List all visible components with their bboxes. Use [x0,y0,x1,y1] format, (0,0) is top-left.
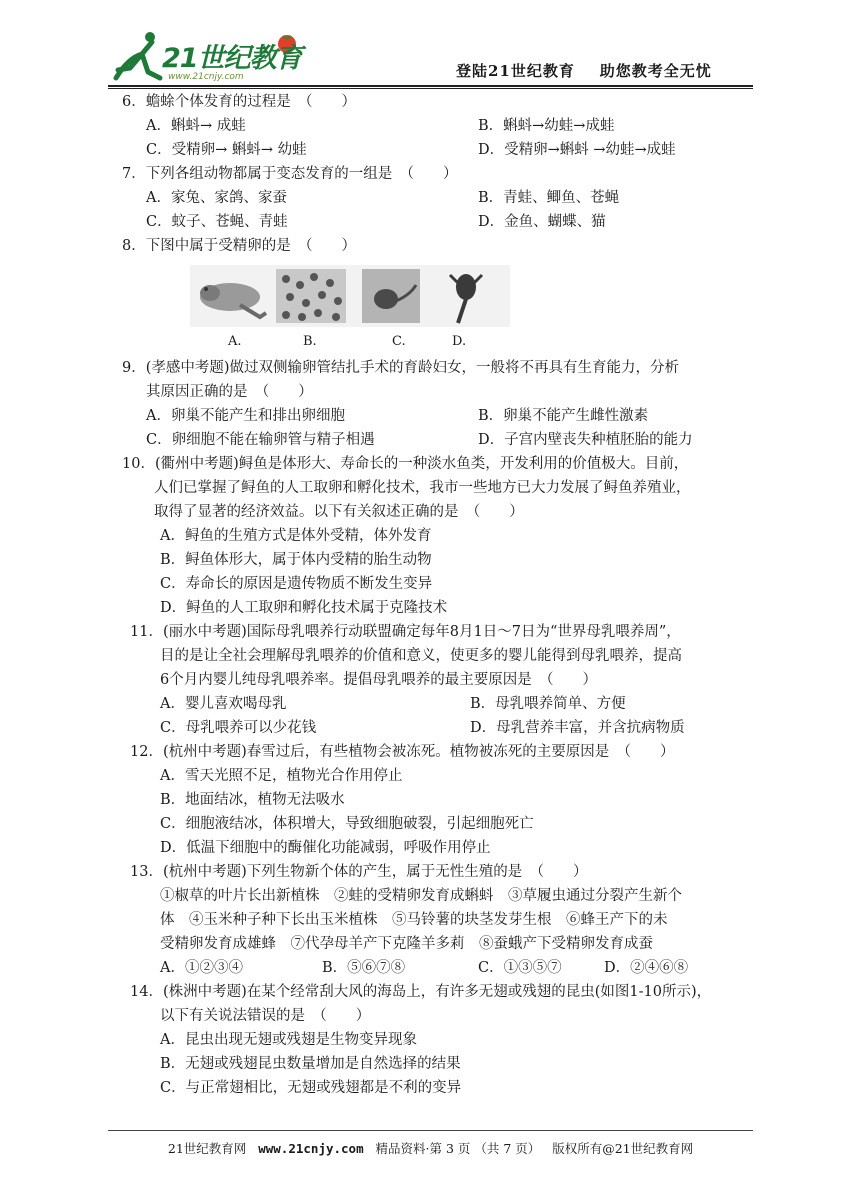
figure-images [190,265,510,327]
question-9-option-c: C．卵细胞不能在输卵管与精子相遇 [146,432,375,448]
question-11-stem-cont-1: 目的是让全社会理解母乳喂养的价值和意义，使更多的婴儿能得到母乳喂养，提高 [160,648,682,664]
question-13-items-3: 受精卵发育成雄蜂 ⑦代孕母羊产下克隆羊多莉 ⑧蚕蛾产下受精卵发育成蚕 [160,936,653,952]
question-11-option-b: B．母乳喂养简单、方便 [470,696,626,712]
question-14-stem-cont: 以下有关说法错误的是 （ ） [160,1008,371,1024]
question-10-option-a: A．鲟鱼的生殖方式是体外受精，体外发育 [160,528,432,544]
figure-caption-d: D. [452,334,467,349]
question-11-stem-cont-2: 6个月内婴儿纯母乳喂养率。提倡母乳喂养的最主要原因是 （ ） [160,672,597,688]
question-12-stem: 12．(杭州中考题)春雪过后，有些植物会被冻死。植物被冻死的主要原因是 （ ） [130,744,675,760]
page-header [0,0,860,96]
question-13-items-2: 体 ④玉米种子种下长出玉米植株 ⑤马铃薯的块茎发芽生根 ⑥蜂王产下的未 [160,912,668,928]
question-13-option-a: A．①②③④ [160,960,243,976]
question-12-option-b: B．地面结冰，植物无法吸水 [160,792,345,808]
question-6-option-a: A．蝌蚪→ 成蛙 [146,118,246,134]
logo-text: 21世纪教育 [162,43,302,74]
question-13-option-d: D．②④⑥⑧ [604,960,689,976]
question-9-option-d: D．子宫内壁丧失种植胚胎的能力 [478,432,693,448]
question-13-option-c: C．①③⑤⑦ [478,960,562,976]
site-logo[interactable] [108,28,308,90]
figure-caption-b: B. [303,334,317,349]
question-9-stem-cont: 其原因正确的是 （ ） [146,384,313,400]
question-11-stem: 11．(丽水中考题)国际母乳喂养行动联盟确定每年8月1日～7日为“世界母乳喂养周”， [130,624,681,640]
question-10-stem: 10．(衢州中考题)鲟鱼是体形大、寿命长的一种淡水鱼类，开发利用的价值极大。目前， [122,456,689,472]
question-12-option-a: A．雪天光照不足，植物光合作用停止 [160,768,403,784]
question-9-option-a: A．卵巢不能产生和排出卵细胞 [146,408,345,424]
eggs-image [276,269,346,323]
question-10-stem-cont-2: 取得了显著的经济效益。以下有关叙述正确的是 （ ） [154,504,524,520]
question-10-option-d: D．鲟鱼的人工取卵和孵化技术属于克隆技术 [160,600,448,616]
question-6-option-c: C．受精卵→ 蝌蚪→ 幼蛙 [146,142,307,158]
question-7-stem: 7．下列各组动物都属于变态发育的一组是 （ ） [122,166,458,182]
question-6-option-d: D．受精卵→蝌蚪 →幼蛙→成蛙 [478,142,676,158]
question-7-option-d: D．金鱼、蝴蝶、猫 [478,214,606,230]
footer-rule [108,1130,753,1131]
question-7-option-a: A．家兔、家鸽、家蚕 [146,190,287,206]
question-14-option-a: A．昆虫出现无翅或残翅是生物变异现象 [160,1032,417,1048]
header-slogan: 登陆21世纪教育 助您教考全无忧 [456,62,712,80]
question-11-option-c: C．母乳喂养可以少花钱 [160,720,317,736]
footer-site-name: 21世纪教育网 [167,1141,247,1156]
question-10-option-b: B．鲟鱼体形大，属于体内受精的胎生动物 [160,552,432,568]
figure-caption-a: A. [228,334,242,349]
question-9-stem: 9．(孝感中考题)做过双侧输卵管结扎手术的育龄妇女，一般将不再具有生育能力，分析 [122,360,680,376]
question-11-option-d: D．母乳营养丰富，并含抗病物质 [470,720,685,736]
runner-logo-icon [108,28,168,88]
question-10-stem-cont-1: 人们已掌握了鲟鱼的人工取卵和孵化技术，我市一些地方已大力发展了鲟鱼养殖业， [154,480,691,496]
question-13-option-b: B．⑤⑥⑦⑧ [322,960,406,976]
question-13-items-1: ①椒草的叶片长出新植株 ②蛙的受精卵发育成蝌蚪 ③草履虫通过分裂产生新个 [160,888,682,904]
question-6-option-b: B．蝌蚪→幼蛙→成蛙 [478,118,615,134]
tadpole-image [362,269,420,323]
question-7-option-c: C．蚊子、苍蝇、青蛙 [146,214,288,230]
question-8-stem: 8．下图中属于受精卵的是 （ ） [122,238,356,254]
logo-url: www.21cnjy.com [168,72,244,82]
question-9-option-b: B．卵巢不能产生雌性激素 [478,408,649,424]
question-10-option-c: C．寿命长的原因是遗传物质不断发生变异 [160,576,433,592]
footer-text [108,1139,753,1157]
footer-copyright: 版权所有@21世纪教育网 [552,1141,694,1156]
question-14-option-b: B．无翅或残翅昆虫数量增加是自然选择的结果 [160,1056,461,1072]
header-rule-thin [108,88,753,89]
question-12-option-d: D．低温下细胞中的酶催化功能减弱，呼吸作用停止 [160,840,491,856]
question-12-option-c: C．细胞液结冰，体积增大，导致细胞破裂，引起细胞死亡 [160,816,534,832]
question-8-figure [190,265,510,327]
figure-caption-c: C. [392,334,406,349]
question-13-stem: 13．(杭州中考题)下列生物新个体的产生，属于无性生殖的是 （ ） [130,864,588,880]
question-14-stem: 14．(株洲中考题)在某个经常刮大风的海岛上，有许多无翅或残翅的昆虫(如图1-10所示)， [130,984,712,1000]
question-11-option-a: A．婴儿喜欢喝母乳 [160,696,287,712]
footer-page-info: 精品资料·第 3 页 （共 7 页） [375,1141,541,1156]
question-7-option-b: B．青蛙、鲫鱼、苍蝇 [478,190,620,206]
footer-site-url[interactable]: www.21cnjy.com [258,1141,364,1156]
question-6-stem: 6．蟾蜍个体发育的过程是 （ ） [122,94,356,110]
question-14-option-c: C．与正常翅相比，无翅或残翅都是不利的变异 [160,1080,462,1096]
header-rule [108,85,753,87]
